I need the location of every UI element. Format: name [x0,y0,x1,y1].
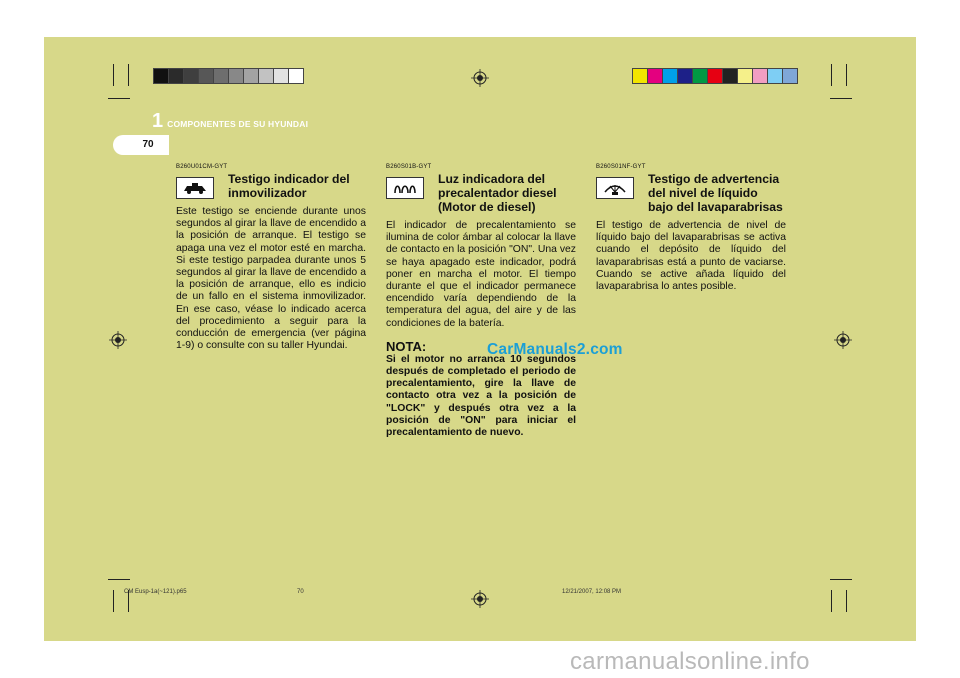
color-swatch [632,68,648,84]
grayscale-color-bar [153,68,303,84]
section-title: Testigo indicador del inmovilizador [228,172,350,200]
gray-swatch [168,68,184,84]
gray-swatch [153,68,169,84]
color-swatch [662,68,678,84]
color-swatch [692,68,708,84]
registration-mark-icon [471,69,489,87]
watermark-link[interactable]: CarManuals2.com [487,341,623,358]
page-number: 70 [142,139,154,150]
gray-swatch [198,68,214,84]
gray-swatch [258,68,274,84]
section-code: B260U01CM-GYT [176,164,228,170]
washer-fluid-icon [596,177,634,199]
section-title: Testigo de advertencia del nivel de líquido bajo del lavaparabrisas [648,172,783,214]
gray-swatch [183,68,199,84]
registration-mark-icon [109,331,127,349]
color-swatch [647,68,663,84]
registration-mark-icon [834,331,852,349]
note-text: Si el motor no arranca 10 segundos después de completado el periodo de precalentamiento, gire la llave de contacto otra vez a la posición de "LOCK" y después otra vez a la posición de "ON" para iniciar el precalentamiento de nuevo. [386,353,576,439]
section-immobilizer [176,164,366,352]
gray-swatch [243,68,259,84]
color-calibration-bar [632,68,797,84]
footer-file: CM Eusp-1a(~121).p65 [124,589,187,595]
color-swatch [782,68,798,84]
site-watermark: carmanualsonline.info [570,648,810,675]
color-swatch [707,68,723,84]
glow-plug-icon [386,177,424,199]
chapter-header [152,110,308,133]
gray-swatch [273,68,289,84]
section-title: Luz indicadora del precalentador diesel (Motor de diesel) [438,172,557,214]
gray-swatch [228,68,244,84]
section-body: El testigo de advertencia de nivel de líquido bajo del lavaparabrisas se activa cuando el depósito de líquido del lavaparabrisas está a punto de vaciarse. Cuando se active añada líquido del lavaparabrisa lo antes posible. [596,220,786,293]
note-heading: NOTA: [386,338,427,354]
section-code: B260S01B-GYT [386,164,432,170]
footer-timestamp: 12/21/2007, 12:08 PM [562,589,622,595]
color-swatch [752,68,768,84]
section-washer-fluid [596,164,786,293]
chapter-title: COMPONENTES DE SU HYUNDAI [167,119,309,129]
section-body: El indicador de precalentamiento se ilumina de color ámbar al colocar la llave de contacto en la posición "ON". Una vez se haya apagado este indicador, podrá poner en marcha el motor. El tiempo durante el que el indicador permanece encendido varía dependiendo de la temperatura del agua, del aire y de las condiciones de la batería. [386,220,576,329]
section-code: B260S01NF-GYT [596,164,646,170]
color-swatch [677,68,693,84]
color-swatch [722,68,738,84]
color-swatch [767,68,783,84]
car-key-icon [176,177,214,199]
section-body: Este testigo se enciende durante unos segundos al girar la llave de encendido a la posición de arranque. El testigo se apaga una vez el motor esté en marcha. Si este testigo parpadea durante unos 5 segundos al girar la llave de encendido a la posición de arranque, ello es indicio de un fallo en el sistema inmovilizador. En ese caso, véase lo indicado acerca del procedimiento a seguir para la conducción de emergencia (ver página 1-9) o consulte con su taller Hyundai. [176,206,366,352]
footer-page: 70 [297,589,304,595]
registration-mark-icon [471,590,489,608]
gray-swatch [213,68,229,84]
chapter-number: 1 [152,110,164,132]
gray-swatch [288,68,304,84]
color-swatch [737,68,753,84]
section-glow-plug [386,164,576,439]
page-number-tab [113,135,169,155]
